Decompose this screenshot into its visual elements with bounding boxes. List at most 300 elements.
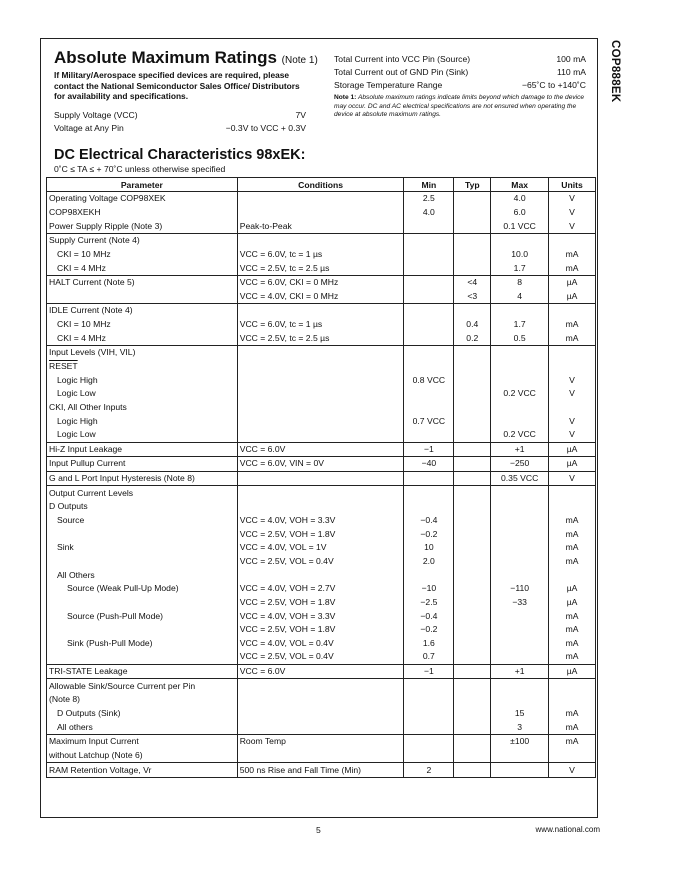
cell-max: 3: [491, 720, 549, 734]
cell-units: mA: [549, 318, 596, 332]
cell-typ: 0.2: [454, 331, 491, 345]
cell-typ: [454, 679, 491, 693]
cell-conditions: [237, 428, 404, 442]
cell-typ: [454, 555, 491, 569]
cell-parameter: TRI-STATE Leakage: [47, 664, 238, 679]
table-row: [47, 486, 596, 500]
table-row: [47, 637, 596, 651]
cell-max: [491, 346, 549, 360]
cell-parameter: Input Pullup Current: [47, 457, 238, 472]
amr-title: Absolute Maximum Ratings (Note 1): [54, 48, 318, 67]
table-row: [47, 206, 596, 220]
cell-max: +1: [491, 664, 549, 679]
cell-conditions: Peak-to-Peak: [237, 219, 404, 233]
cell-min: [404, 720, 454, 734]
cell-units: µA: [549, 275, 596, 289]
cell-typ: [454, 514, 491, 528]
table-row: [47, 360, 596, 374]
cell-conditions: VCC = 4.0V, VOH = 2.7V: [237, 582, 404, 596]
table-row: [47, 471, 596, 486]
cell-min: 0.7 VCC: [404, 414, 454, 428]
cell-conditions: VCC = 6.0V, CKI = 0 MHz: [237, 275, 404, 289]
table-row: [47, 568, 596, 582]
cell-units: V: [549, 206, 596, 220]
cell-max: [491, 514, 549, 528]
cell-parameter: Input Levels (VIH, VIL): [47, 346, 238, 360]
cell-units: V: [549, 414, 596, 428]
cell-units: µA: [549, 664, 596, 679]
cell-parameter: RESET: [47, 360, 238, 374]
cell-conditions: [237, 206, 404, 220]
cell-parameter: RAM Retention Voltage, Vr: [47, 763, 238, 778]
cell-min: [404, 233, 454, 247]
cell-parameter: COP98XEKH: [47, 206, 238, 220]
cell-max: [491, 637, 549, 651]
cell-conditions: 500 ns Rise and Fall Time (Min): [237, 763, 404, 778]
table-header-row: [47, 178, 596, 192]
cell-max: 0.5: [491, 331, 549, 345]
cell-max: [491, 486, 549, 500]
cell-max: [491, 541, 549, 555]
cell-min: 4.0: [404, 206, 454, 220]
cell-parameter: Output Current Levels: [47, 486, 238, 500]
dc-characteristics-table: [46, 177, 596, 778]
cell-units: µA: [549, 289, 596, 303]
cell-units: mA: [549, 609, 596, 623]
cell-typ: [454, 387, 491, 401]
cell-units: µA: [549, 442, 596, 457]
cell-min: [404, 275, 454, 289]
table-row: [47, 500, 596, 514]
cell-typ: <4: [454, 275, 491, 289]
cell-conditions: [237, 401, 404, 415]
cell-max: [491, 360, 549, 374]
page-number: 5: [316, 825, 321, 835]
cell-typ: [454, 373, 491, 387]
footer-url: www.national.com: [535, 825, 600, 834]
cell-min: −0.4: [404, 609, 454, 623]
cell-max: [491, 763, 549, 778]
cell-min: [404, 219, 454, 233]
cell-min: [404, 471, 454, 486]
table-row: [47, 219, 596, 233]
table-row: [47, 679, 596, 693]
cell-units: V: [549, 471, 596, 486]
cell-units: V: [549, 192, 596, 206]
table-row: [47, 387, 596, 401]
cell-conditions: [237, 720, 404, 734]
cell-parameter: Power Supply Ripple (Note 3): [47, 219, 238, 233]
cell-units: V: [549, 219, 596, 233]
cell-min: 10: [404, 541, 454, 555]
cell-typ: [454, 457, 491, 472]
cell-min: [404, 428, 454, 442]
cell-typ: [454, 664, 491, 679]
amr-warning: If Military/Aerospace specified devices are required, please contact the National Semiconductor Sales Office/ Distributors for availability and specifications.: [54, 70, 300, 101]
cell-max: 0.2 VCC: [491, 428, 549, 442]
cell-conditions: VCC = 6.0V, tc = 1 µs: [237, 248, 404, 262]
cell-min: [404, 734, 454, 748]
cell-max: 0.1 VCC: [491, 219, 549, 233]
cell-max: 15: [491, 707, 549, 721]
table-row: [47, 609, 596, 623]
cell-conditions: VCC = 4.0V, VOH = 3.3V: [237, 514, 404, 528]
cell-min: −0.2: [404, 623, 454, 637]
cell-min: [404, 749, 454, 763]
cell-max: +1: [491, 442, 549, 457]
cell-conditions: [237, 568, 404, 582]
cell-units: µA: [549, 457, 596, 472]
cell-conditions: [237, 500, 404, 514]
cell-typ: [454, 596, 491, 610]
col-header-typ: Typ: [454, 178, 491, 192]
cell-max: 6.0: [491, 206, 549, 220]
cell-conditions: [237, 192, 404, 206]
cell-units: [549, 346, 596, 360]
cell-conditions: [237, 346, 404, 360]
table-row: [47, 275, 596, 289]
table-row: [47, 289, 596, 303]
cell-max: [491, 568, 549, 582]
cell-min: −1: [404, 664, 454, 679]
cell-typ: [454, 248, 491, 262]
table-row: [47, 248, 596, 262]
cell-typ: [454, 414, 491, 428]
side-part-label: COP888EK: [609, 40, 621, 103]
cell-conditions: VCC = 6.0V: [237, 664, 404, 679]
cell-typ: [454, 749, 491, 763]
cell-parameter: Source (Push-Pull Mode): [47, 609, 238, 623]
cell-units: mA: [549, 707, 596, 721]
cell-parameter: without Latchup (Note 6): [47, 749, 238, 763]
cell-typ: [454, 707, 491, 721]
cell-typ: [454, 304, 491, 318]
cell-min: −0.4: [404, 514, 454, 528]
cell-min: [404, 318, 454, 332]
cell-max: [491, 623, 549, 637]
table-row: [47, 414, 596, 428]
cell-parameter: [47, 527, 238, 541]
cell-parameter: CKI, All Other Inputs: [47, 401, 238, 415]
cell-conditions: VCC = 6.0V: [237, 442, 404, 457]
cell-parameter: CKI = 10 MHz: [47, 248, 238, 262]
table-row: [47, 734, 596, 748]
cell-parameter: Sink: [47, 541, 238, 555]
cell-typ: [454, 568, 491, 582]
cell-units: mA: [549, 248, 596, 262]
cell-min: [404, 304, 454, 318]
table-row: [47, 318, 596, 332]
cell-min: [404, 500, 454, 514]
table-row: [47, 582, 596, 596]
table-row: [47, 233, 596, 247]
cell-max: [491, 609, 549, 623]
cell-conditions: [237, 471, 404, 486]
cell-max: [491, 527, 549, 541]
table-row: [47, 304, 596, 318]
cell-max: 10.0: [491, 248, 549, 262]
cell-parameter: CKI = 4 MHz: [47, 261, 238, 275]
cell-max: 4: [491, 289, 549, 303]
cell-min: [404, 261, 454, 275]
cell-typ: [454, 650, 491, 664]
cell-typ: [454, 233, 491, 247]
cell-conditions: [237, 360, 404, 374]
cell-min: 2.0: [404, 555, 454, 569]
cell-units: mA: [549, 541, 596, 555]
cell-conditions: VCC = 4.0V, VOH = 3.3V: [237, 609, 404, 623]
table-row: [47, 555, 596, 569]
cell-parameter: IDLE Current (Note 4): [47, 304, 238, 318]
cell-parameter: Operating Voltage COP98XEK: [47, 192, 238, 206]
cell-conditions: VCC = 2.5V, VOL = 0.4V: [237, 555, 404, 569]
cell-parameter: Allowable Sink/Source Current per Pin: [47, 679, 238, 693]
cell-parameter: G and L Port Input Hysteresis (Note 8): [47, 471, 238, 486]
cell-max: ±100: [491, 734, 549, 748]
cell-typ: [454, 261, 491, 275]
cell-typ: [454, 623, 491, 637]
table-row: [47, 261, 596, 275]
cell-max: 0.35 VCC: [491, 471, 549, 486]
cell-min: [404, 401, 454, 415]
cell-min: [404, 360, 454, 374]
cell-units: [549, 500, 596, 514]
cell-parameter: [47, 596, 238, 610]
cell-typ: [454, 693, 491, 707]
col-header-conditions: Conditions: [237, 178, 404, 192]
cell-conditions: VCC = 6.0V, tc = 1 µs: [237, 318, 404, 332]
cell-conditions: [237, 233, 404, 247]
cell-units: µA: [549, 596, 596, 610]
cell-max: −250: [491, 457, 549, 472]
table-row: [47, 693, 596, 707]
cell-units: mA: [549, 637, 596, 651]
dc-title: DC Electrical Characteristics 98xEK:: [54, 147, 306, 163]
cell-parameter: All Others: [47, 568, 238, 582]
cell-conditions: VCC = 2.5V, tc = 2.5 µs: [237, 331, 404, 345]
cell-typ: <3: [454, 289, 491, 303]
cell-conditions: VCC = 2.5V, VOH = 1.8V: [237, 596, 404, 610]
cell-conditions: [237, 373, 404, 387]
cell-units: V: [549, 428, 596, 442]
cell-min: [404, 248, 454, 262]
cell-min: 0.7: [404, 650, 454, 664]
cell-typ: [454, 471, 491, 486]
cell-min: [404, 331, 454, 345]
cell-conditions: [237, 693, 404, 707]
cell-units: [549, 486, 596, 500]
cell-conditions: VCC = 4.0V, VOL = 1V: [237, 541, 404, 555]
cell-units: [549, 360, 596, 374]
cell-units: [549, 693, 596, 707]
cell-min: −40: [404, 457, 454, 472]
cell-typ: [454, 219, 491, 233]
cell-typ: [454, 442, 491, 457]
cell-max: [491, 233, 549, 247]
cell-max: [491, 373, 549, 387]
cell-conditions: [237, 414, 404, 428]
cell-max: 4.0: [491, 192, 549, 206]
cell-parameter: [47, 289, 238, 303]
cell-typ: [454, 720, 491, 734]
table-row: [47, 720, 596, 734]
cell-min: 2: [404, 763, 454, 778]
cell-units: [549, 679, 596, 693]
cell-conditions: [237, 749, 404, 763]
cell-typ: [454, 486, 491, 500]
table-row: [47, 346, 596, 360]
cell-parameter: Source: [47, 514, 238, 528]
cell-max: [491, 650, 549, 664]
cell-parameter: D Outputs (Sink): [47, 707, 238, 721]
cell-conditions: VCC = 2.5V, VOL = 0.4V: [237, 650, 404, 664]
cell-parameter: [47, 650, 238, 664]
table-row: [47, 650, 596, 664]
cell-units: V: [549, 387, 596, 401]
cell-max: [491, 304, 549, 318]
table-row: [47, 527, 596, 541]
table-row: [47, 442, 596, 457]
cell-parameter: Logic Low: [47, 428, 238, 442]
cell-min: −1: [404, 442, 454, 457]
cell-max: [491, 500, 549, 514]
cell-units: [549, 568, 596, 582]
table-row: [47, 707, 596, 721]
cell-units: mA: [549, 527, 596, 541]
cell-parameter: [47, 555, 238, 569]
cell-parameter: All others: [47, 720, 238, 734]
cell-units: [549, 233, 596, 247]
cell-parameter: HALT Current (Note 5): [47, 275, 238, 289]
cell-units: [549, 401, 596, 415]
cell-min: 0.8 VCC: [404, 373, 454, 387]
cell-parameter: Supply Current (Note 4): [47, 233, 238, 247]
cell-typ: [454, 527, 491, 541]
cell-units: mA: [549, 734, 596, 748]
cell-typ: [454, 734, 491, 748]
table-row: [47, 623, 596, 637]
cell-parameter: CKI = 10 MHz: [47, 318, 238, 332]
cell-max: −33: [491, 596, 549, 610]
cell-typ: [454, 206, 491, 220]
cell-units: mA: [549, 720, 596, 734]
cell-units: mA: [549, 650, 596, 664]
table-row: [47, 664, 596, 679]
cell-conditions: [237, 387, 404, 401]
cell-conditions: VCC = 4.0V, VOL = 0.4V: [237, 637, 404, 651]
cell-max: −110: [491, 582, 549, 596]
table-row: [47, 192, 596, 206]
cell-max: [491, 749, 549, 763]
table-row: [47, 457, 596, 472]
cell-max: [491, 693, 549, 707]
cell-min: −2.5: [404, 596, 454, 610]
cell-typ: [454, 763, 491, 778]
cell-typ: [454, 609, 491, 623]
cell-min: [404, 289, 454, 303]
cell-typ: [454, 428, 491, 442]
cell-units: mA: [549, 514, 596, 528]
table-row: [47, 596, 596, 610]
cell-units: V: [549, 763, 596, 778]
cell-conditions: VCC = 4.0V, CKI = 0 MHz: [237, 289, 404, 303]
cell-typ: [454, 541, 491, 555]
cell-parameter: Logic High: [47, 373, 238, 387]
cell-units: µA: [549, 582, 596, 596]
table-row: [47, 514, 596, 528]
table-row: [47, 401, 596, 415]
cell-typ: [454, 360, 491, 374]
cell-typ: [454, 582, 491, 596]
cell-parameter: Maximum Input Current: [47, 734, 238, 748]
amr-note-1: Note 1: Absolute maximum ratings indicate limits beyond which damage to the device may occur. DC and AC electrical specifications are not ensured when operating the device at absolute maximum ratings.: [334, 94, 585, 119]
cell-min: [404, 387, 454, 401]
table-row: [47, 373, 596, 387]
cell-units: V: [549, 373, 596, 387]
cell-units: mA: [549, 331, 596, 345]
cell-conditions: VCC = 2.5V, VOH = 1.8V: [237, 623, 404, 637]
cell-parameter: Sink (Push-Pull Mode): [47, 637, 238, 651]
dc-subtitle: 0˚C ≤ TA ≤ + 70˚C unless otherwise specified: [54, 164, 226, 174]
cell-parameter: Hi-Z Input Leakage: [47, 442, 238, 457]
cell-max: 1.7: [491, 318, 549, 332]
cell-min: [404, 486, 454, 500]
cell-conditions: [237, 304, 404, 318]
table-row: [47, 763, 596, 778]
cell-parameter: Logic Low: [47, 387, 238, 401]
cell-min: 1.6: [404, 637, 454, 651]
cell-conditions: VCC = 2.5V, tc = 2.5 µs: [237, 261, 404, 275]
col-header-units: Units: [549, 178, 596, 192]
cell-min: [404, 568, 454, 582]
cell-typ: [454, 192, 491, 206]
cell-conditions: VCC = 6.0V, VIN = 0V: [237, 457, 404, 472]
cell-parameter: D Outputs: [47, 500, 238, 514]
cell-typ: [454, 346, 491, 360]
cell-min: [404, 693, 454, 707]
cell-max: 8: [491, 275, 549, 289]
cell-max: [491, 555, 549, 569]
table-row: [47, 749, 596, 763]
cell-min: 2.5: [404, 192, 454, 206]
cell-units: mA: [549, 261, 596, 275]
cell-min: −0.2: [404, 527, 454, 541]
cell-units: [549, 749, 596, 763]
cell-conditions: Room Temp: [237, 734, 404, 748]
cell-typ: [454, 401, 491, 415]
cell-min: [404, 679, 454, 693]
cell-typ: 0.4: [454, 318, 491, 332]
cell-parameter: (Note 8): [47, 693, 238, 707]
cell-parameter: CKI = 4 MHz: [47, 331, 238, 345]
cell-max: 1.7: [491, 261, 549, 275]
col-header-max: Max: [491, 178, 549, 192]
cell-max: 0.2 VCC: [491, 387, 549, 401]
cell-parameter: Source (Weak Pull-Up Mode): [47, 582, 238, 596]
table-row: [47, 331, 596, 345]
table-row: [47, 428, 596, 442]
cell-units: mA: [549, 555, 596, 569]
cell-parameter: [47, 623, 238, 637]
table-row: [47, 541, 596, 555]
cell-conditions: [237, 679, 404, 693]
cell-units: [549, 304, 596, 318]
cell-min: [404, 707, 454, 721]
col-header-parameter: Parameter: [47, 178, 238, 192]
cell-max: [491, 414, 549, 428]
cell-typ: [454, 637, 491, 651]
cell-conditions: [237, 486, 404, 500]
